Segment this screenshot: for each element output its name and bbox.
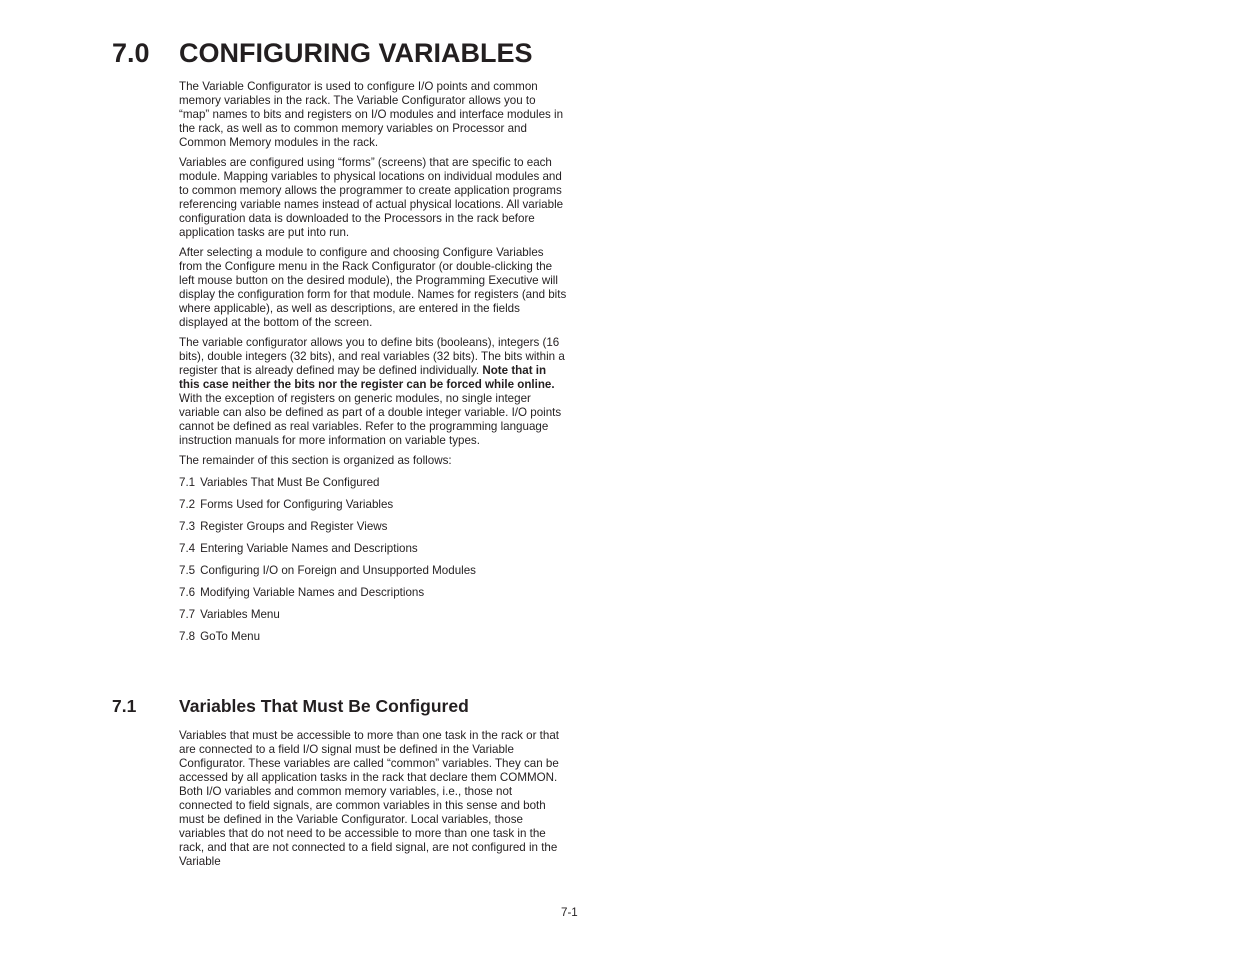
- section-number: 7.1: [112, 696, 137, 716]
- list-item: [179, 520, 567, 542]
- list-item-number: 7.3: [179, 520, 196, 533]
- chapter-title-text: CONFIGURING VARIABLES: [179, 38, 533, 68]
- list-item-number: 7.8: [179, 630, 196, 643]
- list-item: [179, 586, 567, 608]
- intro-section: [179, 80, 567, 652]
- intro-paragraph-4-note: Note that in this case neither the bits nor the register can be forced while online.: [179, 364, 555, 391]
- chapter-number: 7.0: [112, 38, 150, 68]
- section-body: [179, 729, 567, 875]
- list-item: [179, 608, 567, 630]
- list-item-number: 7.7: [179, 608, 196, 621]
- list-item-number: 7.6: [179, 586, 196, 599]
- list-item: [179, 498, 567, 520]
- list-item-number: 7.2: [179, 498, 196, 511]
- list-item-label: GoTo Menu: [200, 630, 261, 643]
- list-item-number: 7.4: [179, 542, 196, 555]
- section-paragraph: Variables that must be accessible to more than one task in the rack or that are connected to a field I/O signal must be defined in the Variable Configurator. These variables are called “common” variables. They can be accessed by all application tasks in the rack that declare them COMMON. Both I/O variables and common memory variables, i.e., those not connected to field signals, are common variables in this sense and both must be defined in the Variable Configurator. Local variables, those variables that do not need to be accessible to more than one task in the rack, and that are not connected to a field signal, are not configured in the Variable: [179, 729, 560, 868]
- list-item: [179, 630, 567, 652]
- list-item-label: Variables That Must Be Configured: [200, 476, 380, 489]
- list-item-label: Modifying Variable Names and Descriptions: [200, 586, 425, 599]
- intro-paragraph-2: Variables are configured using “forms” (screens) that are specific to each module. Mapping variables to physical locations on individual modules and to common memory allows the programmer to create application programs referencing variable names instead of actual physical locations. All variable configuration data is downloaded to the Processors in the rack before application tasks are put into run.: [179, 156, 564, 239]
- intro-paragraph-4-end: With the exception of registers on generic modules, no single integer variable can also be defined as part of a double integer variable. I/O points cannot be defined as real variables. Refer to the programming language instruction manuals for more information on variable types.: [179, 392, 562, 447]
- intro-paragraph-5: The remainder of this section is organized as follows:: [179, 454, 452, 467]
- list-item-number: 7.5: [179, 564, 196, 577]
- intro-paragraph-4: [179, 336, 567, 448]
- list-item-label: Forms Used for Configuring Variables: [200, 498, 394, 511]
- list-item-label: Configuring I/O on Foreign and Unsupported Modules: [200, 564, 476, 577]
- list-item-number: 7.1: [179, 476, 196, 489]
- intro-paragraph-1: The Variable Configurator is used to configure I/O points and common memory variables in the rack. The Variable Configurator allows you to “map” names to bits and registers on I/O modules and interface modules in the rack, as well as to common memory variables on Processor and Common Memory modules in the rack.: [179, 80, 564, 149]
- section-title-text: Variables That Must Be Configured: [179, 696, 469, 716]
- list-item: [179, 476, 567, 498]
- intro-paragraph-3: After selecting a module to configure and choosing Configure Variables from the Configure menu in the Rack Configurator (or double-clicking the left mouse button on the desired module), the Programming Executive will display the configuration form for that module. Names for registers (and bits where applicable), as well as descriptions, are entered in the fields displayed at the bottom of the screen.: [179, 246, 567, 329]
- list-item-label: Entering Variable Names and Descriptions: [200, 542, 418, 555]
- section-heading: [112, 694, 469, 718]
- intro-paragraph-4-start: The variable configurator allows you to define bits (booleans), integers (16 bits), double integers (32 bits), and real variables (32 bits). The bits within a register that is already defined may be defined individually.: [179, 336, 565, 377]
- page-number: 7-1: [561, 906, 578, 919]
- section-contents-list: [179, 476, 567, 652]
- list-item: [179, 564, 567, 586]
- list-item-label: Register Groups and Register Views: [200, 520, 388, 533]
- chapter-title: [112, 34, 533, 72]
- list-item-label: Variables Menu: [200, 608, 280, 621]
- list-item: [179, 542, 567, 564]
